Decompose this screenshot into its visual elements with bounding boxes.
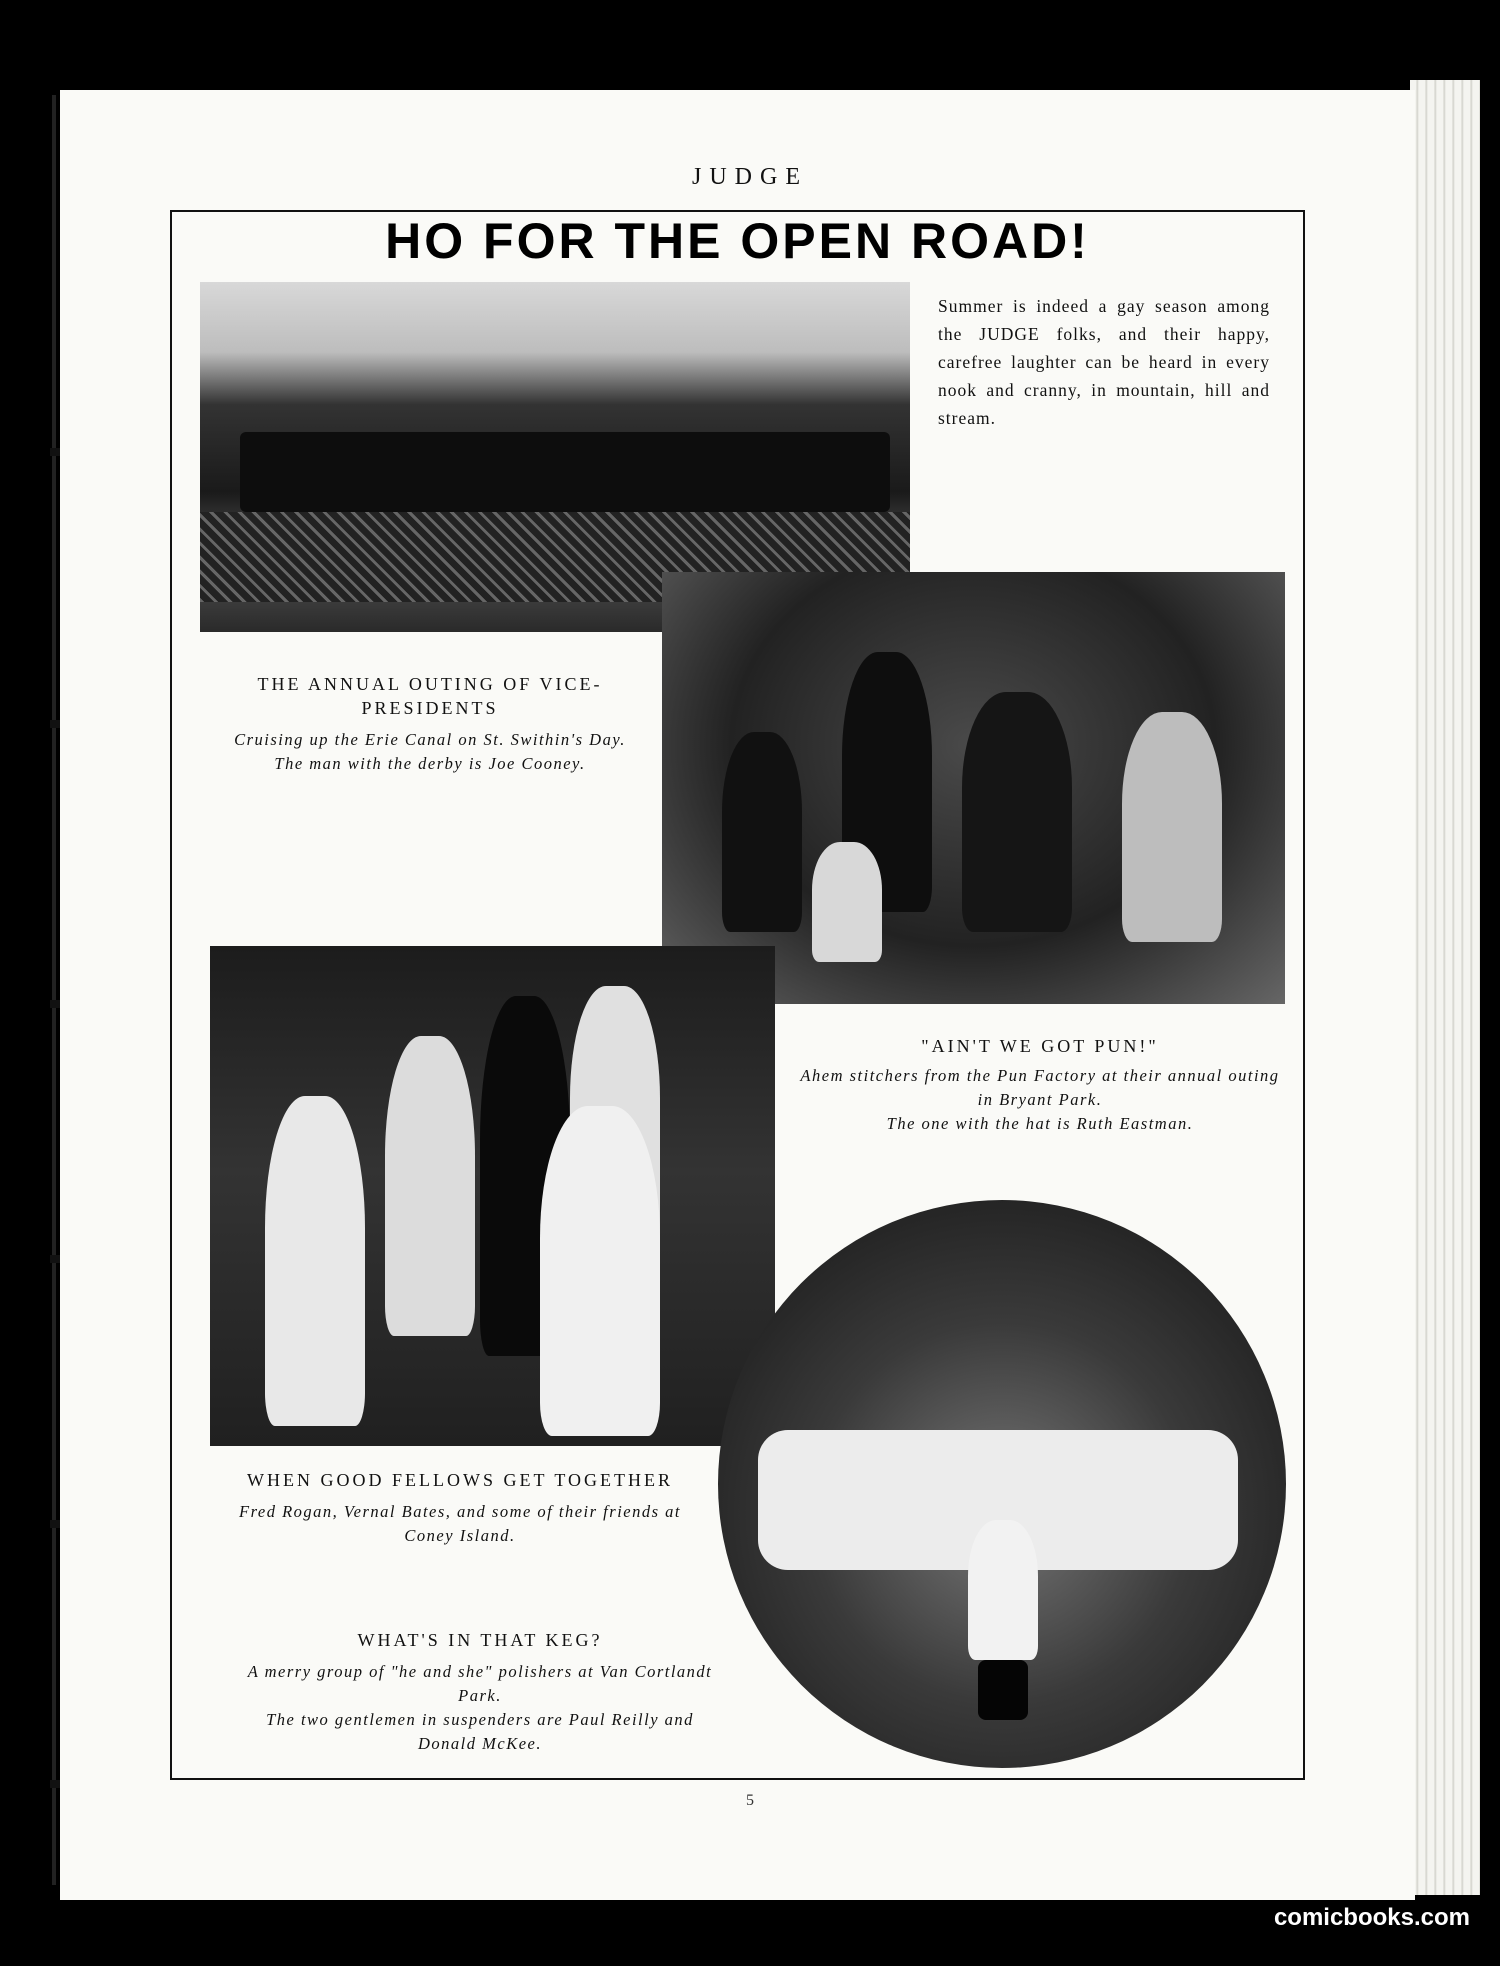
crowd-silhouette	[240, 432, 890, 512]
caption-good-fellows	[220, 1468, 700, 1548]
headline: HO FOR THE OPEN ROAD!	[385, 213, 1090, 269]
site-watermark: comicbooks.com	[1273, 1904, 1470, 1931]
keg-group-photo	[718, 1200, 1286, 1768]
figure-silhouette	[962, 692, 1072, 932]
figure-silhouette	[1122, 712, 1222, 942]
woman-in-white	[265, 1096, 365, 1426]
park-group-photo	[210, 946, 775, 1446]
child-silhouette	[968, 1520, 1038, 1660]
stitch-mark	[50, 1520, 60, 1528]
stitch-mark	[50, 1780, 60, 1788]
page-edge	[1410, 80, 1480, 1895]
intro-paragraph: Summer is indeed a gay season among the JUDGE folks, and their happy, carefree laughter can be heard in every nook and cranny, in mountain, hill and stream.	[938, 296, 1270, 428]
caption-pun-factory	[790, 1034, 1290, 1136]
caption-title: WHAT'S IN THAT KEG?	[357, 1630, 603, 1650]
caption-keg	[240, 1628, 720, 1756]
caption-line: Cruising up the Erie Canal on St. Swithin's Day.	[234, 730, 626, 749]
caption-line: The one with the hat is Ruth Eastman.	[886, 1114, 1194, 1133]
woman-in-white	[540, 1106, 660, 1436]
stitch-mark	[50, 1255, 60, 1263]
binding-stitches	[52, 95, 56, 1885]
stitch-mark	[50, 720, 60, 728]
child-silhouette	[812, 842, 882, 962]
figure-silhouette	[722, 732, 802, 932]
caption-vice-presidents	[200, 672, 660, 776]
stitch-mark	[50, 1000, 60, 1008]
running-head: JUDGE	[692, 164, 808, 190]
caption-line: Ahem stitchers from the Pun Factory at their annual outing in Bryant Park.	[800, 1066, 1280, 1109]
caption-line: A merry group of "he and she" polishers at Van Cortlandt Park.	[247, 1662, 713, 1705]
keg	[978, 1660, 1028, 1720]
caption-line: The two gentlemen in suspenders are Paul Reilly and Donald McKee.	[266, 1710, 694, 1753]
caption-title: THE ANNUAL OUTING OF VICE-PRESIDENTS	[257, 674, 603, 718]
caption-line: Fred Rogan, Vernal Bates, and some of their friends at Coney Island.	[239, 1502, 681, 1545]
caption-title: WHEN GOOD FELLOWS GET TOGETHER	[247, 1470, 673, 1490]
woman-in-white	[385, 1036, 475, 1336]
caption-line: The man with the derby is Joe Cooney.	[274, 754, 586, 773]
page-number: 5	[746, 1792, 754, 1809]
caption-title: "AIN'T WE GOT PUN!"	[921, 1036, 1159, 1056]
lawn-group-photo	[662, 572, 1285, 1004]
stitch-mark	[50, 448, 60, 456]
